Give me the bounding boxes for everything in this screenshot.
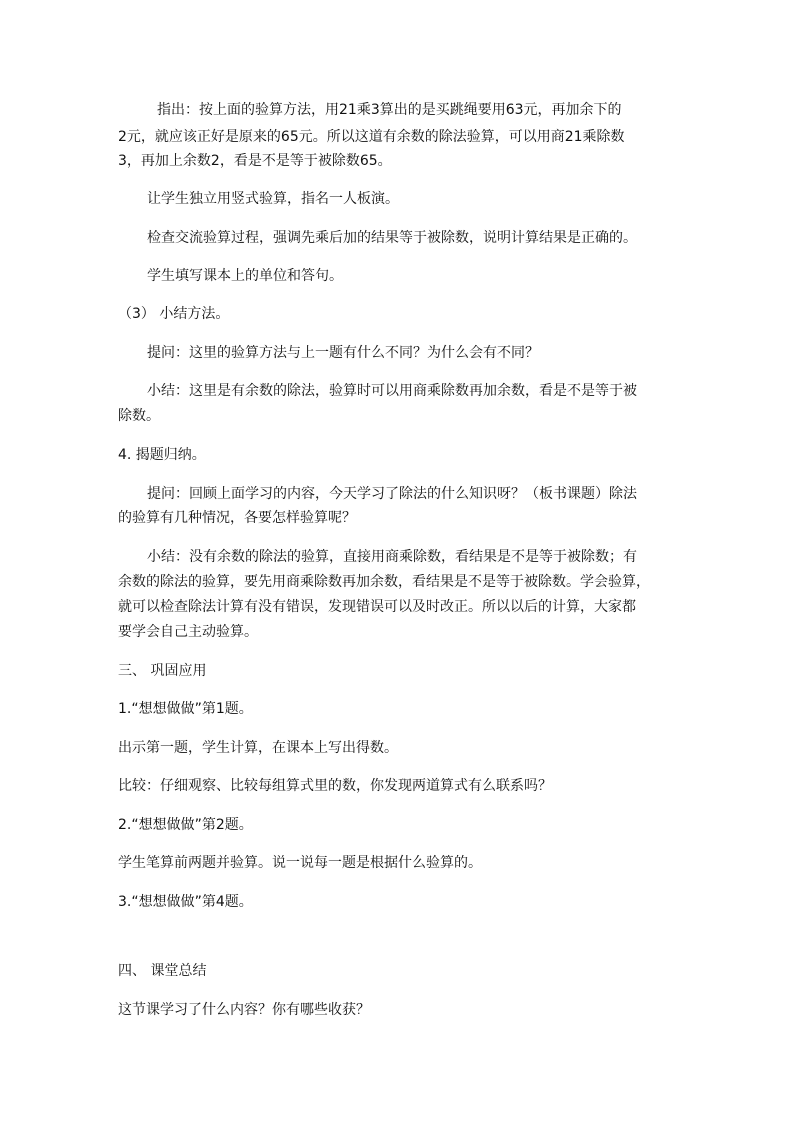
paragraph-line: 小结：这里是有余数的除法，验算时可以用商乘除数再加余数，看是不是等于被: [147, 383, 637, 399]
paragraph-line: 这节课学习了什么内容？你有哪些收获？: [118, 1002, 370, 1018]
paragraph-line: 的验算有几种情况，各要怎样验算呢？: [118, 510, 356, 526]
paragraph-line: 除数。: [118, 408, 160, 424]
paragraph-line: 出示第一题，学生计算，在课本上写出得数。: [118, 740, 398, 756]
paragraph-line: 2元，就应该正好是原来的65元。所以这道有余数的除法验算，可以用商21乘除数: [118, 129, 625, 145]
paragraph-line: 2.“想想做做”第2题。: [118, 817, 253, 833]
paragraph-line: 比较：仔细观察、比较每组算式里的数，你发现两道算式有么联系吗？: [118, 778, 552, 794]
paragraph-line: 学生笔算前两题并验算。说一说每一题是根据什么验算的。: [118, 855, 482, 871]
paragraph-line: 要学会自己主动验算。: [118, 624, 258, 640]
subheading: 4. 揭题归纳。: [118, 447, 206, 463]
section-heading: 三、 巩固应用: [118, 663, 207, 679]
paragraph-line: 3，再加上余数2，看是不是等于被除数65。: [118, 153, 392, 169]
paragraph-line: 余数的除法的验算，要先用商乘除数再加余数，看结果是不是等于被除数。学会验算，: [118, 574, 650, 590]
paragraph-line: 指出：按上面的验算方法，用21乘3算出的是买跳绳要用63元，再加余下的: [157, 102, 622, 118]
paragraph-line: 让学生独立用竖式验算，指名一人板演。: [147, 191, 399, 207]
paragraph-line: 学生填写课本上的单位和答句。: [147, 268, 343, 284]
paragraph-line: 3.“想想做做”第4题。: [118, 894, 253, 910]
paragraph-line: 提问：这里的验算方法与上一题有什么不同？为什么会有不同？: [147, 345, 539, 361]
paragraph-line: 提问：回顾上面学习的内容，今天学习了除法的什么知识呀？（板书课题）除法: [147, 486, 637, 502]
paragraph-line: 就可以检查除法计算有没有错误，发现错误可以及时改正。所以以后的计算，大家都: [118, 599, 636, 615]
paragraph-line: 检查交流验算过程，强调先乘后加的结果等于被除数，说明计算结果是正确的。: [147, 230, 637, 246]
paragraph-line: 1.“想想做做”第1题。: [118, 701, 253, 717]
section-heading: 四、 课堂总结: [118, 963, 207, 979]
subheading: （3） 小结方法。: [118, 306, 230, 322]
paragraph-line: 小结：没有余数的除法的验算，直接用商乘除数，看结果是不是等于被除数；有: [147, 549, 637, 565]
